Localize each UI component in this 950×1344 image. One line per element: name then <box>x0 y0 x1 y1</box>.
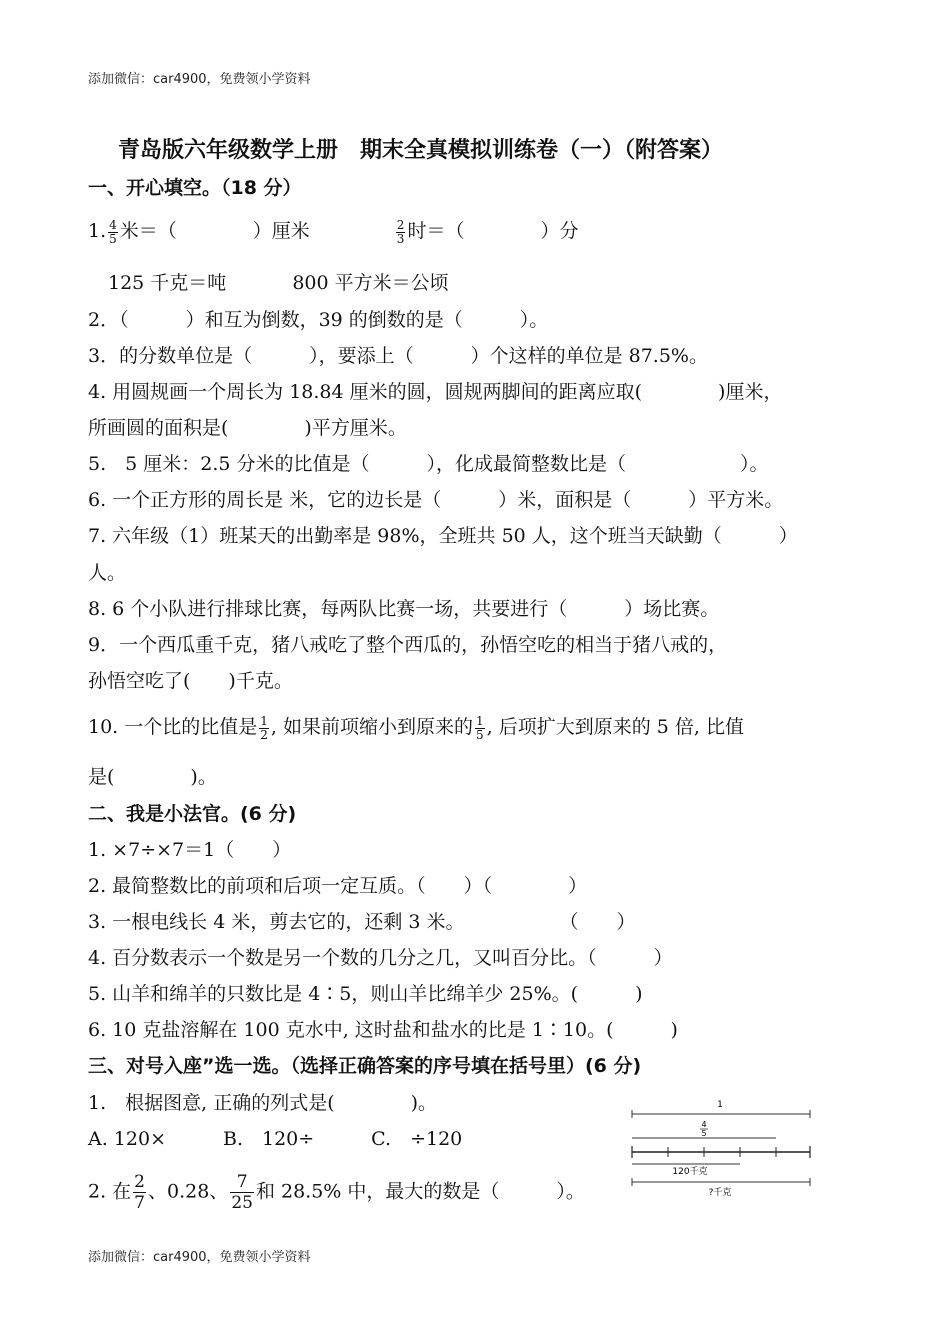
question-4-line2: 所画圆的面积是( )平方厘米。 <box>88 417 407 439</box>
judge-item-2: 2. 最简整数比的前项和后项一定互质。（ ）（ ） <box>88 875 588 897</box>
question-7-line1: 7. 六年级（1）班某天的出勤率是 98%，全班共 50 人，这个班当天缺勤（ ） <box>88 525 798 547</box>
q2-part-c: 和 28.5% 中，最大的数是（ ）。 <box>255 1180 585 1203</box>
question-6: 6. 一个正方形的周长是 米，它的边长是（ ）米，面积是（ ）平方米。 <box>88 489 784 511</box>
q10-part-a: 10. 一个比的比值是 <box>88 716 258 738</box>
section3-heading: 三、对号入座”选一选。（选择正确答案的序号填在括号里）(6 分) <box>88 1055 642 1077</box>
q1-part-a: 米＝（ ）厘米 <box>119 220 310 242</box>
question-8: 8. 6 个小队进行排球比赛，每两队比赛一场，共要进行（ ）场比赛。 <box>88 598 720 620</box>
question-5: 5. 5 厘米：2.5 分米的比值是（ ），化成最简整数比是（ ）。 <box>88 453 769 475</box>
question-10-line1 <box>88 714 744 742</box>
choice-question-1: 1. 根据图意, 正确的列式是( )。 <box>88 1092 438 1114</box>
q2-part-b: 、0.28、 <box>148 1180 229 1203</box>
q1-part-d: 800 平方米＝公顷 <box>292 272 449 294</box>
choice-question-1-options: A. 120× B. 120÷ C. ÷120 <box>88 1128 463 1150</box>
fraction-4-5: $\frac{4}{5}$ <box>109 217 117 246</box>
fraction-1-5: $\frac{1}{5}$ <box>476 713 484 742</box>
q10-part-b: , 如果前项缩小到原来的 <box>270 716 473 738</box>
question-1-line2 <box>108 270 449 296</box>
q1-part-c: 125 千克＝吨 <box>108 272 227 294</box>
fraction-2-3: $\frac{2}{3}$ <box>396 217 405 246</box>
fraction-7-25: $\frac{7}{25}$ <box>231 1172 253 1213</box>
segment-diagram <box>628 1094 818 1204</box>
header-note: 添加微信：car4900，免费领小学资料 <box>88 72 311 87</box>
judge-item-6: 6. 10 克盐溶解在 100 克水中, 这时盐和盐水的比是 1∶10。( ) <box>88 1019 678 1041</box>
question-4-line1: 4. 用圆规画一个周长为 18.84 厘米的圆，圆规两脚间的距离应取( )厘米， <box>88 381 783 403</box>
q2-part-a: 2. 在 <box>88 1180 132 1203</box>
question-1 <box>88 218 578 246</box>
q1-part-b: 时＝（ ）分 <box>407 220 579 242</box>
fraction-1-2: $\frac{1}{2}$ <box>260 713 268 742</box>
footer-note: 添加微信：car4900，免费领小学资料 <box>88 1250 311 1265</box>
fraction-2-7: $\frac{2}{7}$ <box>134 1172 145 1213</box>
question-2: 2．（ ）和互为倒数，39 的倒数的是（ ）。 <box>88 309 549 331</box>
question-3: 3．的分数单位是（ ），要添上（ ）个这样的单位是 87.5%。 <box>88 345 708 367</box>
question-7-line2: 人。 <box>88 562 127 584</box>
diagram-label-1: 1 <box>717 1100 723 1110</box>
diagram-frac-den: 5 <box>701 1129 707 1138</box>
question-9-line1: 9．一个西瓜重千克，猪八戒吃了整个西瓜的，孙悟空吃的相当于猪八戒的， <box>88 634 728 656</box>
judge-item-4: 4. 百分数表示一个数是另一个数的几分之几，又叫百分比。（ ） <box>88 947 673 969</box>
choice-question-2 <box>88 1172 585 1213</box>
question-10-line2: 是( )。 <box>88 766 217 788</box>
q10-part-c: , 后项扩大到原来的 5 倍, 比值 <box>486 716 744 738</box>
q1-num: 1. <box>88 220 107 242</box>
judge-item-1: 1. ×7÷×7＝1（ ） <box>88 839 292 861</box>
section1-heading: 一、开心填空。（18 分） <box>88 177 302 199</box>
question-9-line2: 孙悟空吃了( )千克。 <box>88 670 293 692</box>
section2-heading: 二、我是小法官。(6 分) <box>88 803 297 825</box>
diagram-label-unknown: ?千克 <box>708 1188 732 1198</box>
diagram-frac-num: 4 <box>701 1120 707 1129</box>
judge-item-5: 5. 山羊和绵羊的只数比是 4∶5，则山羊比绵羊少 25%。( ) <box>88 983 643 1005</box>
diagram-label-120: 120千克 <box>672 1167 708 1177</box>
judge-item-3: 3. 一根电线长 4 米，剪去它的，还剩 3 米。 （ ） <box>88 911 636 933</box>
page-title: 青岛版六年级数学上册 期末全真模拟训练卷（一）（附答案） <box>118 138 724 163</box>
